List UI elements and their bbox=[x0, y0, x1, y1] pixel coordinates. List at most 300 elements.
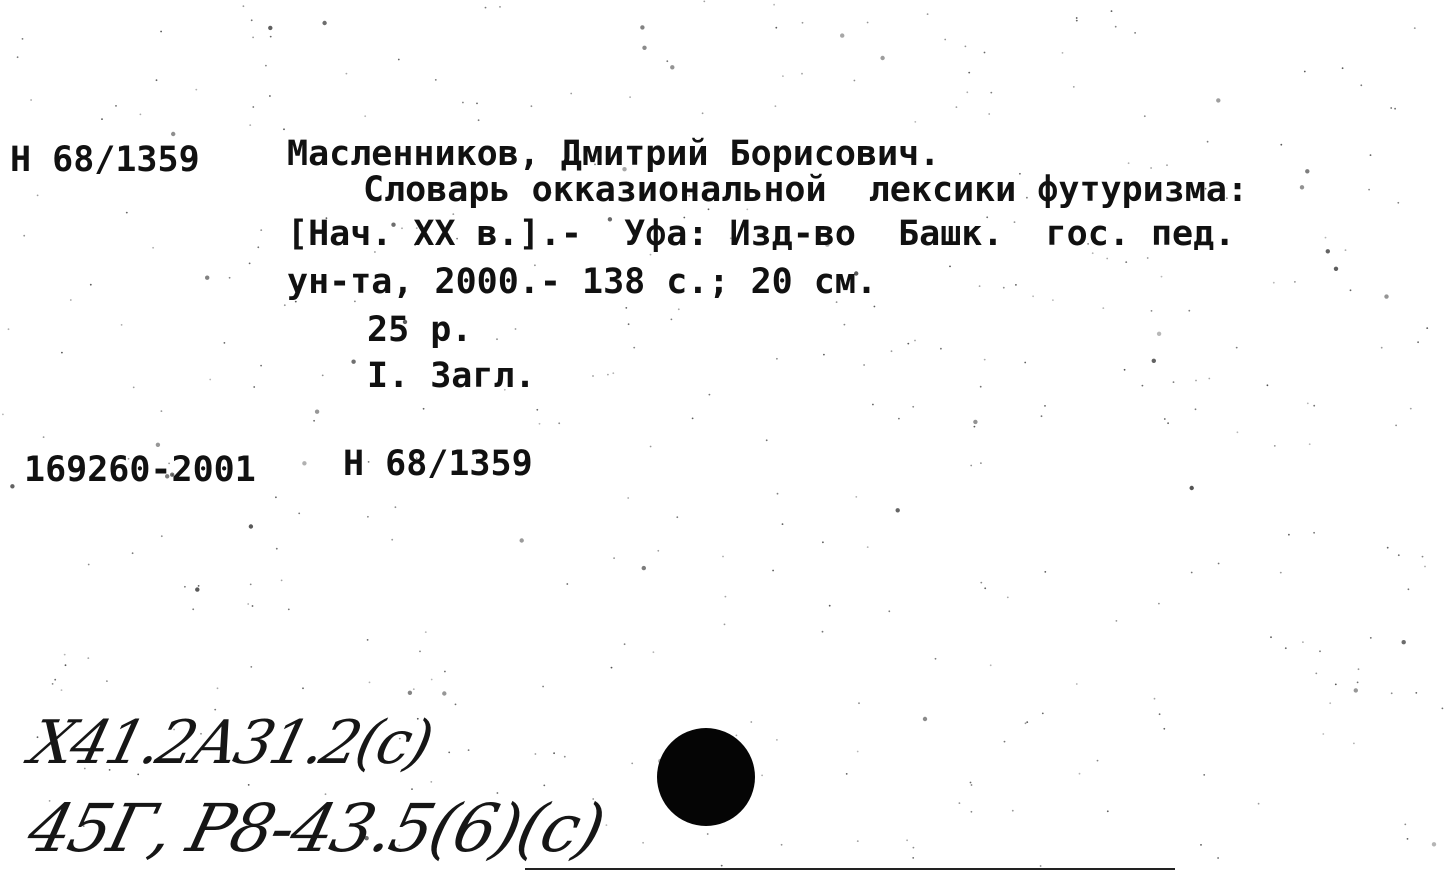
speckle bbox=[496, 338, 498, 340]
speckle bbox=[1300, 185, 1304, 189]
speckle bbox=[1040, 865, 1042, 867]
speckle bbox=[772, 570, 774, 572]
speckle bbox=[1124, 369, 1126, 371]
speckle bbox=[1404, 824, 1406, 826]
speckle bbox=[1417, 341, 1419, 343]
speckle bbox=[1076, 17, 1078, 19]
speckle bbox=[1144, 115, 1146, 117]
speckle bbox=[1128, 162, 1130, 164]
speckle bbox=[250, 666, 252, 668]
speckle bbox=[184, 586, 186, 588]
speckle bbox=[1003, 287, 1005, 289]
speckle bbox=[229, 277, 231, 279]
speckle bbox=[980, 386, 982, 388]
speckle bbox=[613, 557, 615, 559]
speckle bbox=[611, 667, 613, 669]
speckle bbox=[1432, 842, 1436, 846]
speckle bbox=[1304, 71, 1306, 73]
speckle bbox=[1357, 682, 1359, 684]
speckle bbox=[284, 304, 286, 306]
speckle bbox=[1313, 532, 1315, 534]
speckle bbox=[570, 93, 572, 95]
speckle bbox=[612, 372, 614, 374]
speckle bbox=[1173, 381, 1175, 383]
speckle bbox=[857, 840, 859, 842]
handwritten-classification-2: 45Г, Р8-43.5(6)(с) bbox=[20, 790, 611, 867]
speckle bbox=[1410, 408, 1412, 410]
speckle bbox=[629, 96, 631, 98]
speckle bbox=[776, 739, 778, 741]
inventory-number: 169260-2001 bbox=[24, 450, 256, 490]
speckle bbox=[499, 6, 501, 8]
speckle bbox=[195, 587, 199, 591]
speckle bbox=[268, 26, 272, 30]
speckle bbox=[1015, 284, 1017, 286]
speckle bbox=[2, 414, 4, 416]
speckle bbox=[671, 319, 673, 321]
speckle bbox=[1024, 362, 1026, 364]
title-line-2: [Нач. ХХ в.].- Уфа: Изд-во Башк. гос. пед. bbox=[287, 214, 1236, 254]
speckle bbox=[90, 284, 92, 286]
speckle bbox=[535, 753, 537, 755]
speckle bbox=[283, 128, 285, 130]
speckle bbox=[1237, 431, 1239, 433]
speckle bbox=[1415, 692, 1417, 694]
speckle bbox=[1151, 310, 1153, 312]
speckle bbox=[872, 404, 874, 406]
speckle bbox=[249, 124, 251, 126]
speckle bbox=[1350, 289, 1352, 291]
price: 25 р. bbox=[367, 310, 473, 350]
speckle bbox=[413, 688, 415, 690]
speckle bbox=[670, 65, 674, 69]
speckle bbox=[61, 689, 63, 691]
speckle bbox=[539, 423, 541, 425]
handwritten-classification-1: Х41.2А31.2(с) bbox=[23, 708, 438, 778]
speckle bbox=[257, 246, 259, 248]
speckle bbox=[1322, 733, 1324, 735]
speckle bbox=[633, 347, 635, 349]
speckle bbox=[1116, 620, 1118, 622]
speckle bbox=[1079, 773, 1081, 775]
speckle bbox=[880, 56, 884, 60]
speckle bbox=[709, 394, 711, 396]
speckle bbox=[1368, 189, 1370, 191]
speckle bbox=[270, 36, 272, 38]
speckle bbox=[367, 516, 369, 518]
speckle bbox=[251, 19, 253, 21]
speckle bbox=[435, 79, 437, 81]
speckle bbox=[252, 37, 254, 39]
speckle bbox=[1152, 359, 1156, 363]
speckle bbox=[949, 266, 951, 268]
speckle bbox=[1424, 566, 1426, 568]
speckle bbox=[907, 343, 909, 345]
speckle bbox=[678, 308, 680, 310]
speckle bbox=[322, 21, 326, 25]
speckle bbox=[448, 752, 450, 754]
speckle bbox=[914, 121, 916, 123]
punch-hole bbox=[657, 728, 755, 826]
speckle bbox=[971, 784, 973, 786]
speckle bbox=[1062, 52, 1064, 54]
speckle bbox=[822, 541, 824, 543]
speckle bbox=[874, 306, 876, 308]
speckle bbox=[462, 102, 464, 104]
speckle bbox=[346, 73, 348, 75]
speckle bbox=[558, 422, 560, 424]
speckle bbox=[607, 374, 609, 376]
speckle bbox=[1358, 668, 1360, 670]
speckle bbox=[846, 773, 848, 775]
speckle bbox=[1157, 332, 1161, 336]
speckle bbox=[1115, 26, 1117, 28]
speckle bbox=[198, 585, 200, 587]
speckle bbox=[1102, 307, 1104, 309]
speckle bbox=[1267, 384, 1269, 386]
speckle bbox=[369, 682, 371, 684]
speckle bbox=[61, 352, 63, 354]
speckle bbox=[276, 548, 278, 550]
speckle bbox=[161, 535, 163, 537]
speckle bbox=[192, 608, 194, 610]
speckle bbox=[1408, 588, 1410, 590]
speckle bbox=[553, 752, 555, 754]
speckle bbox=[631, 763, 633, 765]
shelf-mark-bottom: Н 68/1359 bbox=[343, 444, 533, 484]
speckle bbox=[775, 105, 777, 107]
speckle bbox=[10, 484, 14, 488]
speckle bbox=[1044, 571, 1046, 573]
speckle bbox=[854, 80, 856, 82]
speckle bbox=[1032, 295, 1034, 297]
speckle bbox=[1041, 415, 1043, 417]
speckle bbox=[101, 118, 103, 120]
speckle bbox=[1370, 637, 1372, 639]
speckle bbox=[1107, 810, 1109, 812]
speckle bbox=[564, 756, 566, 758]
speckle bbox=[1422, 556, 1424, 558]
speckle bbox=[642, 566, 646, 570]
speckle bbox=[1191, 572, 1193, 574]
speckle bbox=[8, 328, 10, 330]
speckle bbox=[515, 328, 517, 330]
speckle bbox=[855, 496, 857, 498]
speckle bbox=[1012, 810, 1014, 812]
speckle bbox=[776, 358, 778, 360]
speckle bbox=[980, 462, 982, 464]
speckle bbox=[750, 721, 752, 723]
speckle bbox=[1442, 708, 1444, 710]
speckle bbox=[1161, 276, 1163, 278]
speckle bbox=[1354, 688, 1358, 692]
speckle bbox=[1390, 107, 1392, 109]
speckle bbox=[313, 420, 315, 422]
speckle bbox=[298, 513, 300, 515]
speckle bbox=[1188, 310, 1190, 312]
speckle bbox=[1285, 647, 1287, 649]
speckle bbox=[1004, 741, 1006, 743]
speckle bbox=[22, 38, 24, 40]
speckle bbox=[156, 79, 158, 81]
speckle bbox=[1150, 167, 1152, 169]
speckle bbox=[485, 7, 487, 9]
speckle bbox=[160, 31, 162, 33]
speckle bbox=[17, 56, 19, 58]
speckle bbox=[1342, 67, 1344, 69]
speckle bbox=[281, 580, 283, 582]
speckle bbox=[676, 516, 678, 518]
speckle bbox=[990, 664, 992, 666]
speckle bbox=[351, 360, 355, 364]
speckle bbox=[260, 365, 262, 367]
speckle bbox=[692, 418, 694, 420]
speckle bbox=[1097, 760, 1099, 762]
speckle bbox=[702, 112, 704, 114]
speckle bbox=[1163, 728, 1165, 730]
speckle bbox=[1273, 282, 1275, 284]
speckle bbox=[431, 679, 433, 681]
speckle bbox=[781, 844, 783, 846]
author-heading: Масленников, Дмитрий Борисович. bbox=[287, 134, 941, 174]
speckle bbox=[802, 22, 804, 24]
speckle bbox=[1313, 405, 1315, 407]
speckle bbox=[625, 307, 627, 309]
speckle bbox=[1106, 258, 1108, 260]
speckle bbox=[1334, 267, 1338, 271]
speckle bbox=[275, 496, 277, 498]
speckle bbox=[628, 323, 630, 325]
speckle bbox=[455, 704, 457, 706]
speckle bbox=[1302, 641, 1304, 643]
speckle bbox=[1319, 650, 1321, 652]
speckle bbox=[1166, 164, 1168, 166]
speckle bbox=[653, 651, 655, 653]
speckle bbox=[761, 775, 763, 777]
speckle bbox=[1407, 838, 1409, 840]
speckle bbox=[1395, 425, 1397, 427]
speckle bbox=[888, 610, 890, 612]
speckle bbox=[37, 195, 39, 197]
speckle bbox=[52, 683, 54, 685]
speckle bbox=[1159, 713, 1161, 715]
speckle bbox=[425, 631, 427, 633]
speckle bbox=[974, 426, 976, 428]
speckle bbox=[1315, 673, 1317, 675]
speckle bbox=[968, 72, 970, 74]
speckle bbox=[1073, 86, 1075, 88]
speckle bbox=[640, 25, 644, 29]
speckle bbox=[152, 247, 154, 249]
speckle bbox=[782, 523, 784, 525]
speckle bbox=[703, 1, 705, 3]
speckle bbox=[914, 340, 916, 342]
speckle bbox=[133, 387, 135, 389]
speckle bbox=[224, 342, 226, 344]
speckle bbox=[956, 106, 958, 108]
speckle bbox=[1384, 294, 1388, 298]
speckle bbox=[773, 4, 775, 6]
speckle bbox=[1280, 144, 1282, 146]
speckle bbox=[249, 524, 253, 528]
speckle bbox=[1217, 857, 1219, 859]
speckle bbox=[1007, 597, 1009, 599]
speckle bbox=[1274, 445, 1276, 447]
speckle bbox=[121, 324, 123, 326]
speckle bbox=[1394, 108, 1396, 110]
speckle bbox=[863, 364, 865, 366]
speckle bbox=[265, 65, 267, 67]
speckle bbox=[844, 324, 846, 326]
speckle bbox=[823, 354, 825, 356]
speckle bbox=[1167, 422, 1169, 424]
speckle bbox=[250, 584, 252, 586]
speckle bbox=[156, 443, 160, 447]
speckle bbox=[1397, 202, 1399, 204]
speckle bbox=[1329, 702, 1331, 704]
speckle bbox=[531, 105, 533, 107]
speckle bbox=[1111, 10, 1113, 12]
speckle bbox=[1280, 572, 1282, 574]
speckle bbox=[777, 493, 779, 495]
speckle bbox=[195, 89, 197, 91]
speckle bbox=[984, 52, 986, 54]
speckle bbox=[247, 603, 249, 605]
shelf-mark-top: Н 68/1359 bbox=[10, 140, 200, 180]
speckle bbox=[1154, 698, 1156, 700]
speckle bbox=[1207, 141, 1209, 143]
speckle bbox=[1305, 169, 1309, 173]
speckle bbox=[1288, 534, 1290, 536]
speckle bbox=[1381, 347, 1383, 349]
speckle bbox=[65, 664, 67, 666]
speckle bbox=[1391, 692, 1393, 694]
speckle bbox=[30, 99, 32, 101]
speckle bbox=[171, 132, 175, 136]
speckle bbox=[707, 833, 709, 835]
speckle bbox=[476, 103, 478, 105]
speckle bbox=[988, 113, 990, 115]
speckle bbox=[1258, 803, 1260, 805]
speckle bbox=[736, 735, 738, 737]
title-line-3: ун-та, 2000.- 138 с.; 20 см. bbox=[287, 262, 878, 302]
speckle bbox=[912, 406, 914, 408]
speckle bbox=[419, 651, 421, 653]
speckle bbox=[1076, 20, 1078, 22]
speckle bbox=[1294, 281, 1296, 283]
speckle bbox=[248, 784, 250, 786]
speckle bbox=[927, 13, 929, 15]
speckle bbox=[269, 95, 271, 97]
speckle bbox=[1142, 385, 1144, 387]
speckle bbox=[252, 106, 254, 108]
speckle bbox=[1370, 154, 1372, 156]
speckle bbox=[1208, 378, 1210, 380]
speckle bbox=[940, 348, 942, 350]
speckle bbox=[1426, 327, 1428, 329]
speckle bbox=[973, 420, 977, 424]
speckle bbox=[782, 75, 784, 77]
speckle bbox=[302, 687, 304, 689]
speckle bbox=[1203, 774, 1205, 776]
speckle bbox=[468, 749, 470, 751]
speckle bbox=[1270, 636, 1272, 638]
speckle bbox=[302, 461, 306, 465]
speckle bbox=[1402, 640, 1406, 644]
speckle bbox=[64, 654, 66, 656]
speckle bbox=[444, 671, 446, 673]
tracing-note: I. Загл. bbox=[367, 356, 536, 396]
speckle bbox=[1387, 547, 1389, 549]
speckle bbox=[1398, 554, 1400, 556]
speckle bbox=[1147, 257, 1149, 259]
speckle bbox=[315, 410, 319, 414]
speckle bbox=[624, 643, 626, 645]
speckle bbox=[775, 27, 777, 29]
speckle bbox=[979, 285, 981, 287]
speckle bbox=[1190, 486, 1194, 490]
speckle bbox=[592, 375, 594, 377]
speckle bbox=[912, 857, 914, 859]
speckle bbox=[725, 596, 727, 598]
speckle bbox=[970, 465, 972, 467]
speckle bbox=[1360, 84, 1362, 86]
speckle bbox=[984, 359, 986, 361]
speckle bbox=[423, 408, 425, 410]
speckle bbox=[430, 781, 432, 783]
speckle bbox=[891, 350, 893, 352]
speckle bbox=[970, 782, 972, 784]
speckle bbox=[1195, 380, 1197, 382]
speckle bbox=[106, 680, 108, 682]
title-line-1: Словарь окказиональной лексики футуризма: bbox=[363, 170, 1249, 210]
speckle bbox=[627, 497, 629, 499]
speckle bbox=[1164, 418, 1166, 420]
speckle bbox=[840, 33, 844, 37]
speckle bbox=[88, 564, 90, 566]
speckle bbox=[1345, 249, 1347, 251]
speckle bbox=[867, 546, 869, 548]
speckle bbox=[650, 446, 652, 448]
speckle bbox=[642, 842, 644, 844]
speckle bbox=[1326, 249, 1330, 253]
speckle bbox=[1076, 683, 1078, 685]
speckle bbox=[724, 624, 726, 626]
speckle bbox=[367, 639, 369, 641]
speckle bbox=[1125, 261, 1127, 263]
speckle bbox=[54, 679, 56, 681]
speckle bbox=[1026, 721, 1028, 723]
speckle bbox=[243, 5, 245, 7]
speckle bbox=[965, 46, 967, 48]
speckle bbox=[87, 657, 89, 659]
speckle bbox=[205, 276, 209, 280]
speckle bbox=[858, 702, 860, 704]
speckle bbox=[536, 409, 538, 411]
speckle bbox=[126, 212, 128, 214]
speckle bbox=[1025, 722, 1027, 724]
speckle bbox=[70, 299, 72, 301]
speckle bbox=[935, 658, 937, 660]
speckle bbox=[217, 687, 219, 689]
speckle bbox=[566, 583, 568, 585]
speckle bbox=[115, 105, 117, 107]
speckle bbox=[944, 39, 946, 41]
speckle bbox=[391, 539, 393, 541]
speckle bbox=[478, 119, 480, 121]
speckle bbox=[822, 631, 824, 633]
speckle bbox=[1200, 844, 1202, 846]
